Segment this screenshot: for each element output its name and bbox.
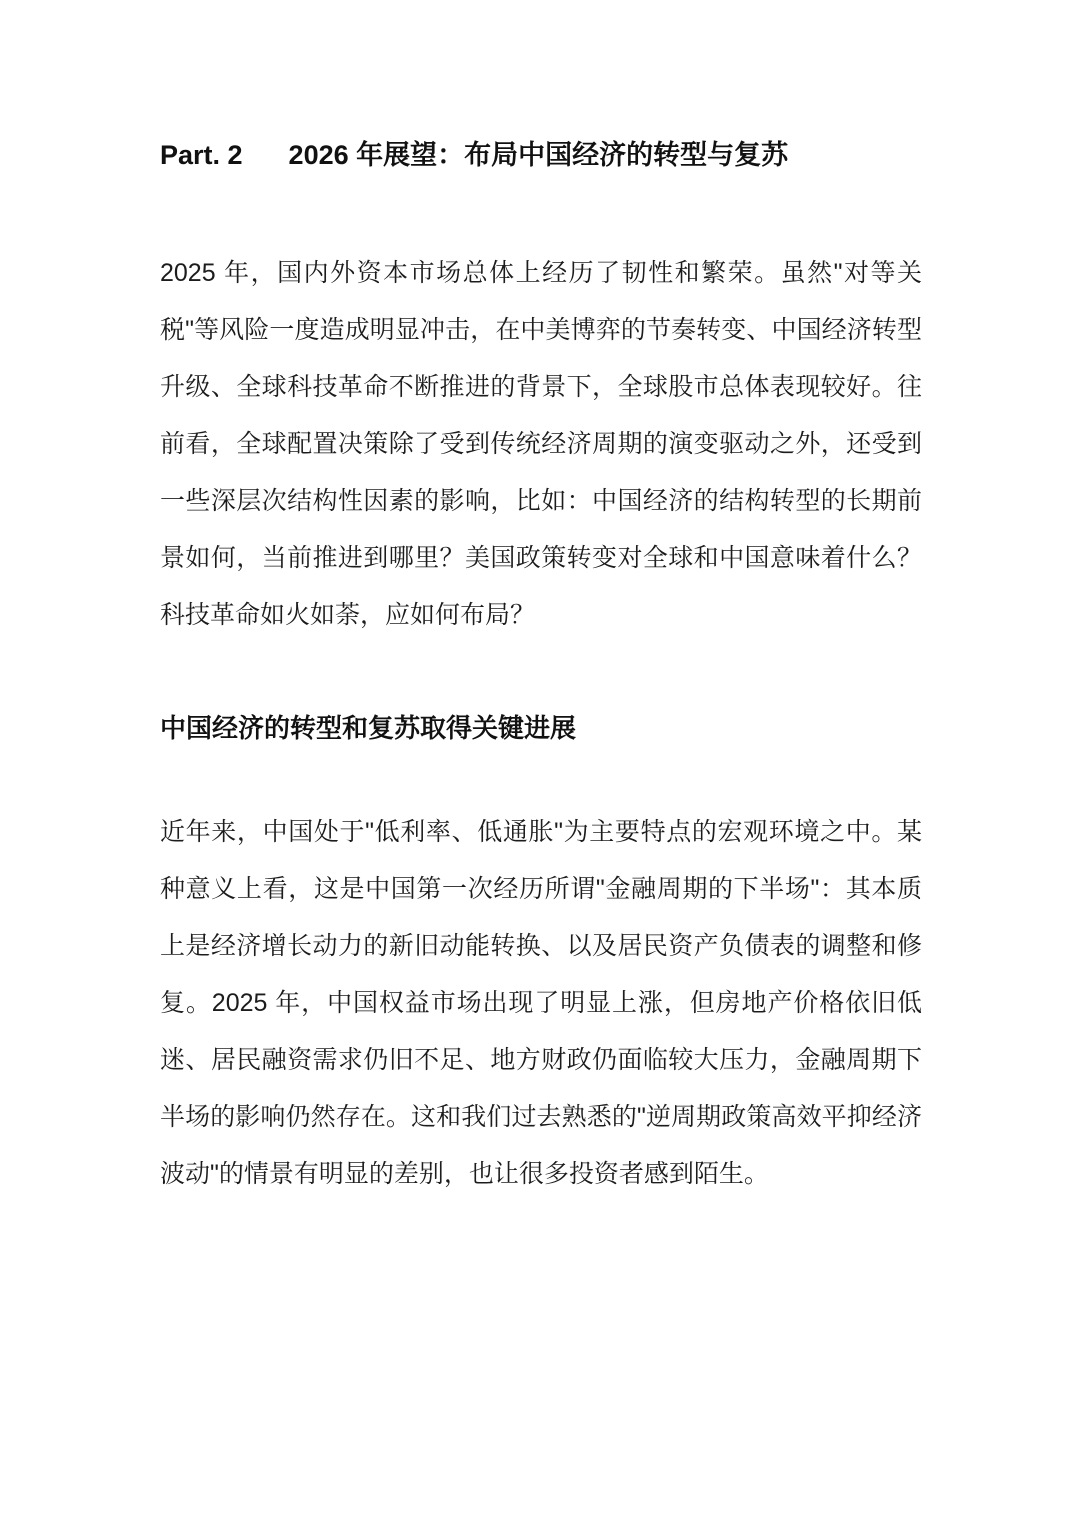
section-heading	[160, 138, 922, 173]
subheading: 中国经济的转型和复苏取得关键进展	[160, 713, 577, 744]
paragraph-2: 近年来，中国处于"低利率、低通胀"为主要特点的宏观环境之中。某种意义上看，这是中国第一次经历所谓"金融周期的下半场"：其本质上是经济增长动力的新旧动能转换、以及居民资产负债表的调整和修复。2025 年，中国权益市场出现了明显上涨，但房地产价格依旧低迷、居民融资需求仍旧不足、地方财政仍面临较大压力，金融周期下半场的影响仍然存在。这和我们过去熟悉的"逆周期政策高效平抑经济波动"的情景有明显的差别，也让很多投资者感到陌生。	[160, 818, 922, 1189]
paragraph-1: 2025 年，国内外资本市场总体上经历了韧性和繁荣。虽然"对等关税"等风险一度造成明显冲击，在中美博弈的节奏转变、中国经济转型升级、全球科技革命不断推进的背景下，全球股市总体表现较好。往前看，全球配置决策除了受到传统经济周期的演变驱动之外，还受到一些深层次结构性因素的影响，比如：中国经济的结构转型的长期前景如何，当前推进到哪里？美国政策转变对全球和中国意味着什么？科技革命如火如荼，应如何布局？	[160, 259, 922, 630]
section-title: 2026 年展望：布局中国经济的转型与复苏	[288, 140, 789, 170]
part-label: Part. 2	[160, 140, 243, 170]
